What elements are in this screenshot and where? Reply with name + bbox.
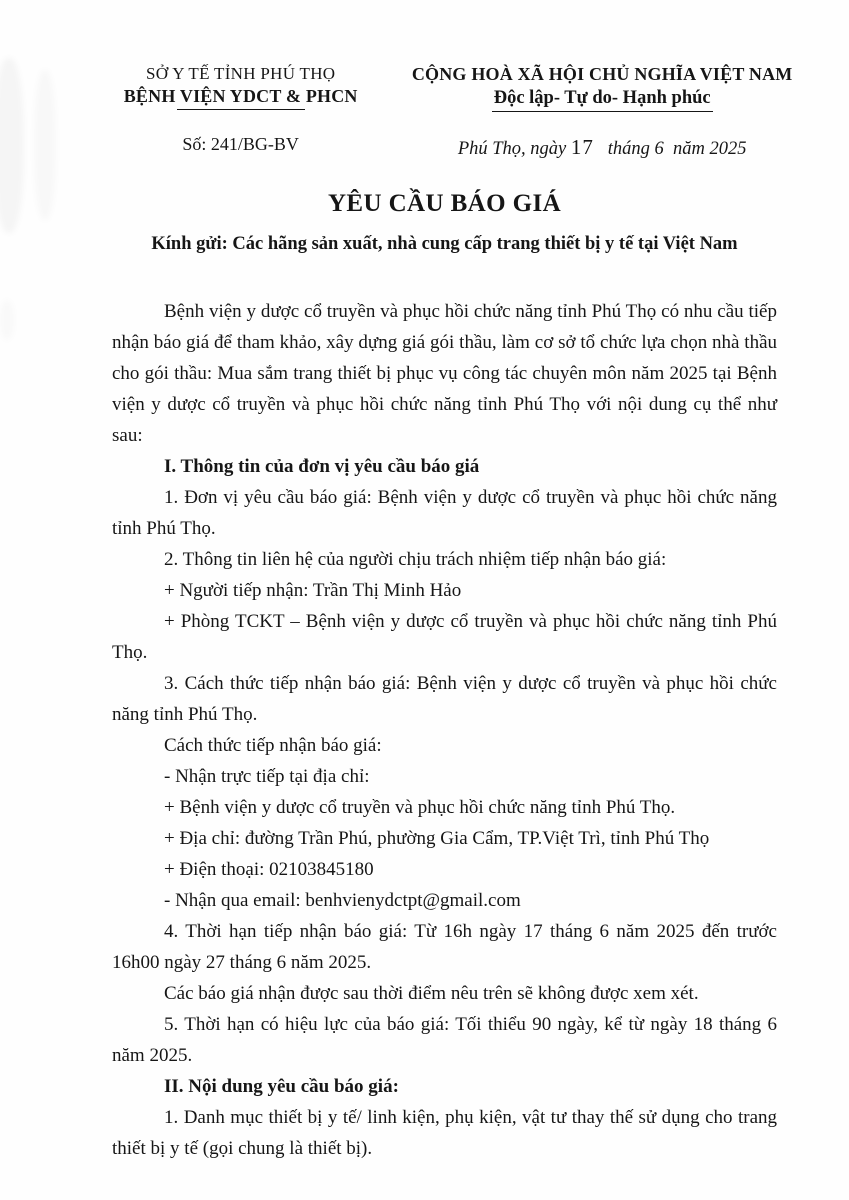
item-4-deadline: 4. Thời hạn tiếp nhận báo giá: Từ 16h ngày 17 tháng 6 năm 2025 đến trước 16h00 ngày 27 tháng 6 năm 2025. (112, 921, 777, 973)
date-suffix: tháng 6 năm 2025 (593, 139, 747, 159)
date-prefix: Phú Thọ, ngày (457, 139, 571, 159)
issuing-org-block (78, 64, 403, 160)
intro-paragraph: Bệnh viện y dược cổ truyền và phục hồi chức năng tỉnh Phú Thọ có nhu cầu tiếp nhận báo giá để tham khảo, xây dựng giá gói thầu, làm cơ sở tổ chức lựa chọn nhà thầu cho gói thầu: Mua sắm trang thiết bị phục vụ công tác chuyên môn năm 2025 tại Bệnh viện y dược cổ truyền và phục hồi chức năng tỉnh Phú Thọ với nội dung cụ thể như sau: (112, 301, 777, 446)
scan-artifact (0, 300, 14, 340)
contact-person: + Người tiếp nhận: Trần Thị Minh Hảo (164, 580, 462, 601)
scan-artifact (34, 70, 56, 220)
item-1-requesting-unit: 1. Đơn vị yêu cầu báo giá: Bệnh viện y dược cổ truyền và phục hồi chức năng tỉnh Phú Thọ. (112, 487, 777, 539)
national-header: CỘNG HOÀ XÃ HỘI CHỦ NGHĨA VIỆT NAM (411, 64, 793, 84)
document-title: YÊU CẦU BÁO GIÁ (327, 190, 562, 217)
item-5-validity: 5. Thời hạn có hiệu lực của báo giá: Tối thiểu 90 ngày, kể từ ngày 18 tháng 6 năm 2025. (112, 1014, 777, 1066)
method-direct: - Nhận trực tiếp tại địa chỉ: (164, 766, 370, 787)
item-3-receiving-method: 3. Cách thức tiếp nhận báo giá: Bệnh viện y dược cổ truyền và phục hồi chức năng tỉnh Phú Thọ. (112, 673, 777, 725)
method-phone: + Điện thoại: 02103845180 (164, 859, 374, 880)
section-ii-heading: II. Nội dung yêu cầu báo giá: (164, 1076, 399, 1097)
issuing-org-name: BỆNH VIỆN YDCT & PHCN (123, 86, 358, 106)
item-2-contact-info: 2. Thông tin liên hệ của người chịu trách nhiệm tiếp nhận báo giá: (164, 549, 667, 570)
salutation-line: Kính gửi: Các hãng sản xuất, nhà cung cấp trang thiết bị y tế tại Việt Nam (151, 234, 738, 254)
org-underline-rule (177, 109, 305, 110)
document-header (0, 0, 849, 160)
item-ii-1-equipment-list: 1. Danh mục thiết bị y tế/ linh kiện, phụ kiện, vật tư thay thế sử dụng cho trang thiết bị y tế (gọi chung là thiết bị). (112, 1107, 777, 1159)
document-body (0, 255, 849, 1164)
method-org-name: + Bệnh viện y dược cổ truyền và phục hồi chức năng tỉnh Phú Thọ. (164, 797, 676, 818)
place-date-line (403, 135, 801, 160)
date-day: 17 (570, 135, 594, 159)
contact-department: + Phòng TCKT – Bệnh viện y dược cổ truyền và phục hồi chức năng tỉnh Phú Thọ. (112, 611, 777, 663)
document-number: Số: 241/BG-BV (182, 134, 299, 154)
section-i-heading: I. Thông tin của đơn vị yêu cầu báo giá (164, 456, 480, 477)
scan-artifact (0, 58, 24, 233)
national-motto: Độc lập- Tự do- Hạnh phúc (492, 88, 713, 112)
national-motto-block (403, 64, 801, 160)
method-intro: Cách thức tiếp nhận báo giá: (164, 735, 382, 756)
method-email: - Nhận qua email: benhvienydctpt@gmail.com (164, 890, 521, 911)
issuing-org-parent: SỞ Y TẾ TỈNH PHÚ THỌ (145, 64, 336, 83)
method-address: + Địa chỉ: đường Trần Phú, phường Gia Cẩm, TP.Việt Trì, tỉnh Phú Thọ (164, 828, 710, 849)
late-quote-note: Các báo giá nhận được sau thời điểm nêu trên sẽ không được xem xét. (164, 983, 699, 1004)
